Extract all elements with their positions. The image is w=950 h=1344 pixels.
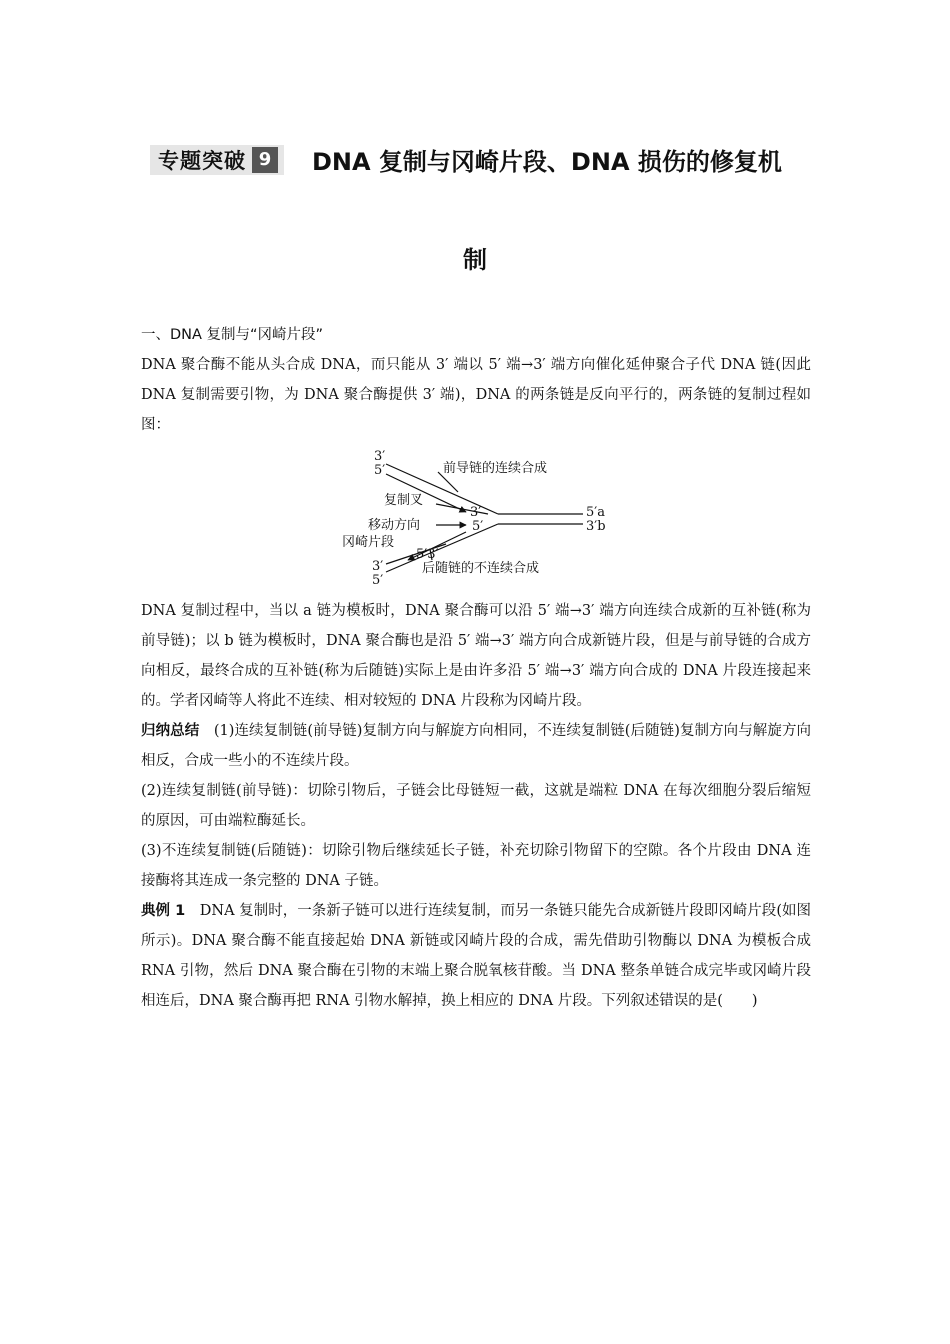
example-1 bbox=[141, 896, 811, 1016]
title-row bbox=[150, 142, 810, 177]
example-label: 典例 1 bbox=[141, 903, 186, 919]
label-5a: 5′a bbox=[586, 505, 605, 520]
paragraph-explanation: DNA 复制过程中，当以 a 链为模板时，DNA 聚合酶可以沿 5′ 端→3′ 端方向连续合成新的互补链(称为前导链)；以 b 链为模板时，DNA 聚合酶也是沿 5′ 端→3′ 端方向合成新链片段，但是与前导链的合成方向相反，最终合成的互补链(称为后随链)实际上是由许多沿 5′ 端→3′ 端方向合成的 DNA 片段连接起来的。学者冈崎等人将此不连续、相对较短的 DNA 片段称为冈崎片段。 bbox=[141, 603, 811, 709]
label-3b: 3′b bbox=[586, 519, 606, 534]
label-fork: 复制叉 bbox=[384, 493, 424, 508]
paragraph-intro: DNA 聚合酶不能从头合成 DNA，而只能从 3′ 端以 5′ 端→3′ 端方向催化延伸聚合子代 DNA 链(因此 DNA 复制需要引物，为 DNA 聚合酶提供 3′ 端)，DNA 的两条链是反向平行的，两条链的复制过程如图： bbox=[141, 357, 811, 433]
label-3prime-top: 3′ bbox=[374, 449, 386, 464]
example-text: DNA 复制时，一条新子链可以进行连续复制，而另一条链只能先合成新链片段即冈崎片段(如图所示)。DNA 聚合酶不能直接起始 DNA 新链或冈崎片段的合成，需先借助引物酶以 DNA 为模板合成 RNA 引物，然后 DNA 聚合酶在引物的末端上聚合脱氧核苷酸。当 DNA 整条单链合成完毕或冈崎片段相连后，DNA 聚合酶再把 RNA 引物水解掉，换上相应的 DNA 片段。下列叙述错误的是( ) bbox=[141, 903, 812, 1009]
summary-1 bbox=[141, 716, 811, 776]
topic-badge bbox=[150, 145, 284, 175]
label-3prime-mid: 3′ bbox=[470, 505, 482, 520]
badge-number: 9 bbox=[252, 147, 278, 173]
label-53: 5′3′ bbox=[416, 547, 439, 562]
label-move: 移动方向 bbox=[368, 518, 421, 533]
summary-3: (3)不连续复制链(后随链)：切除引物后继续延长子链，补充切除引物留下的空隙。各个片段由 DNA 连接酶将其连成一条完整的 DNA 子链。 bbox=[141, 843, 811, 889]
label-5prime-top: 5′ bbox=[374, 463, 386, 478]
label-5prime-mid: 5′ bbox=[472, 519, 484, 534]
summary-text-1: (1)连续复制链(前导链)复制方向与解旋方向相同，不连续复制链(后随链)复制方向与解旋方向相反，合成一些小的不连续片段。 bbox=[141, 723, 812, 769]
document-body bbox=[141, 320, 811, 1016]
label-okazaki: 冈崎片段 bbox=[342, 535, 395, 550]
label-leading: 前导链的连续合成 bbox=[443, 461, 548, 476]
summary-label: 归纳总结 bbox=[141, 723, 200, 739]
label-lagging: 后随链的不连续合成 bbox=[422, 561, 540, 576]
page-title-continued: 制 bbox=[463, 246, 487, 274]
label-5prime-bot: 5′ bbox=[372, 573, 384, 588]
section-heading: 一、DNA 复制与“冈崎片段” bbox=[141, 327, 324, 343]
summary-2: (2)连续复制链(前导链)：切除引物后，子链会比母链短一截，这就是端粒 DNA 在每次细胞分裂后缩短的原因，可由端粒酶延长。 bbox=[141, 783, 811, 829]
label-3prime-bot: 3′ bbox=[372, 559, 384, 574]
page-title: DNA 复制与冈崎片段、DNA 损伤的修复机 bbox=[312, 148, 782, 176]
replication-fork-diagram bbox=[338, 444, 628, 592]
badge-text: 专题突破 bbox=[158, 148, 246, 173]
